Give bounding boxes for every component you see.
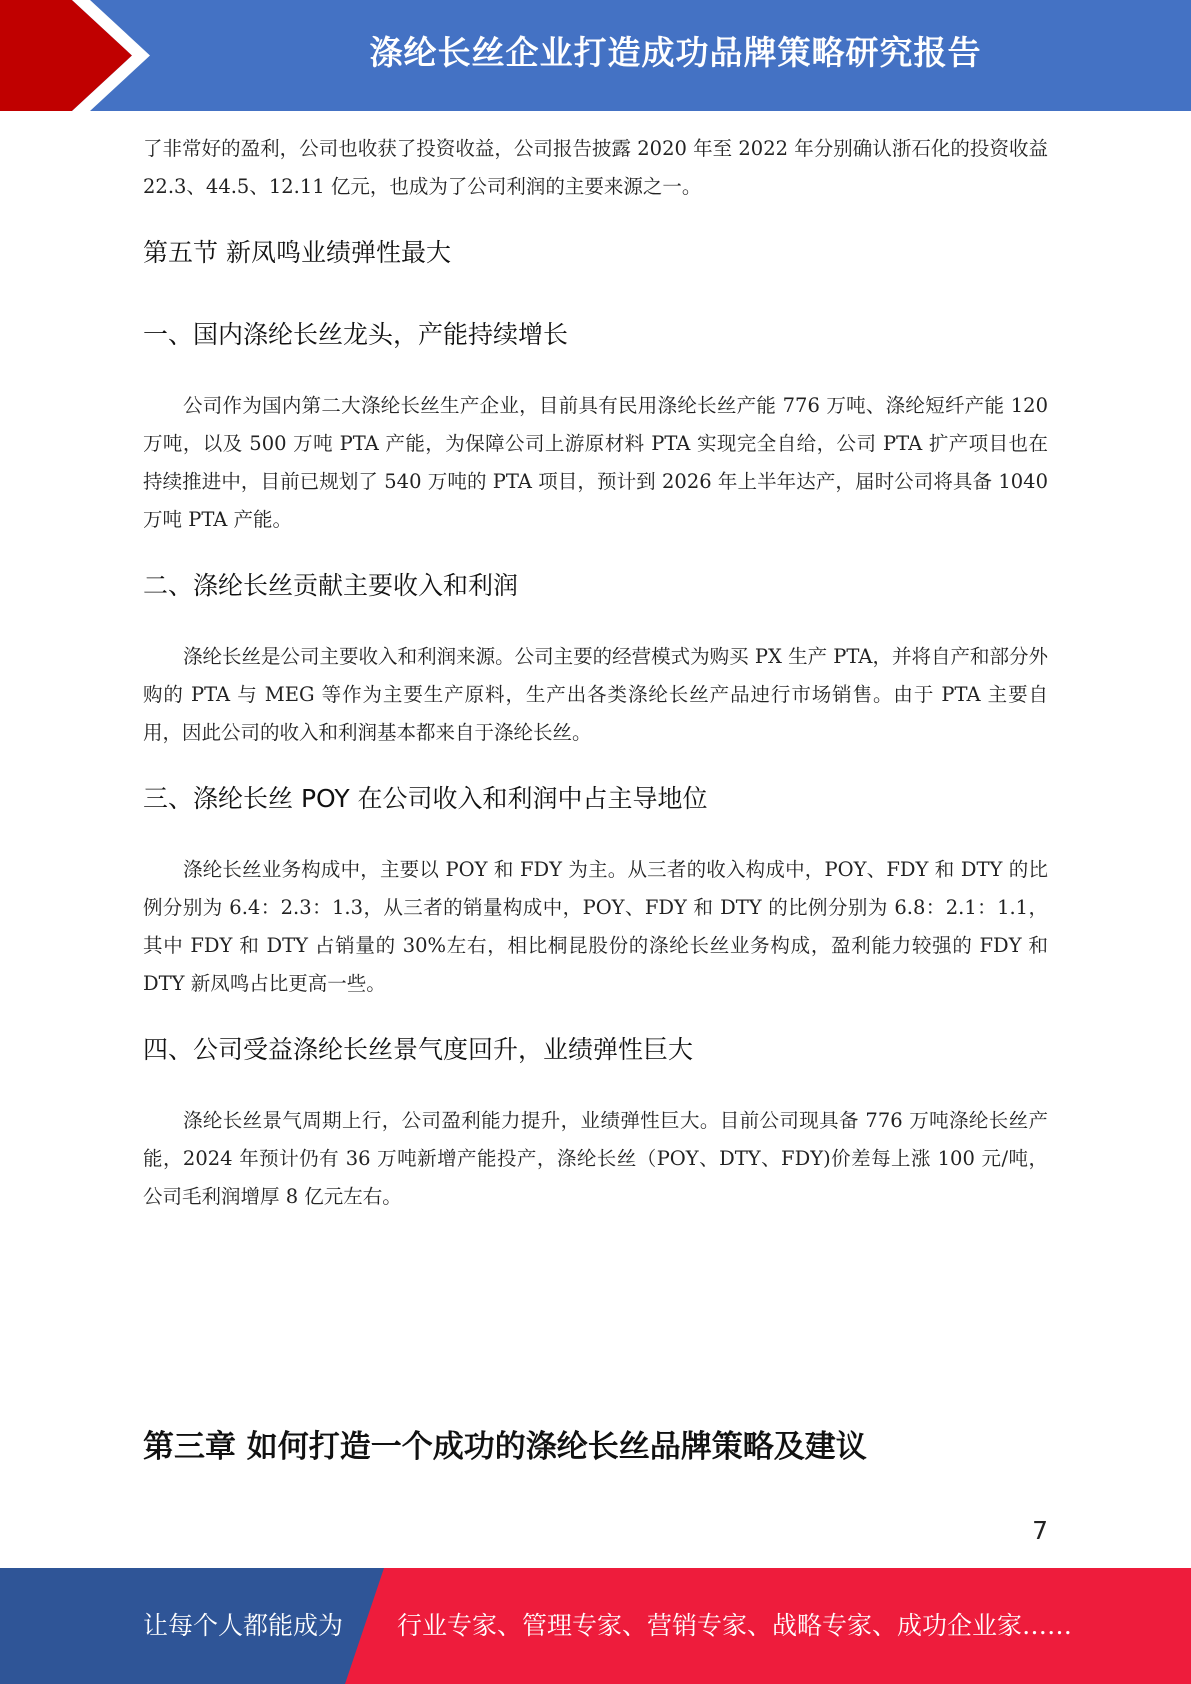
report-title: 涤纶长丝企业打造成功品牌策略研究报告: [369, 33, 982, 72]
subsection-heading-2: 二、涤纶长丝贡献主要收入和利润: [143, 571, 519, 600]
intro-paragraph: 了非常好的盈利，公司也收获了投资收益，公司报告披露 2020 年至 2022 年分别确认浙石化的投资收益 22.3、44.5、12.11 亿元，也成为了公司利润的主要来源之一。: [143, 137, 1048, 198]
subsection-body-1: 公司作为国内第二大涤纶长丝生产企业，目前具有民用涤纶长丝产能 776 万吨、涤纶短纤产能 120 万吨，以及 500 万吨 PTA 产能，为保障公司上游原材料 PTA 实现完全自给，公司 PTA 扩产项目也在持续推进中，目前已规划了 540 万吨的 PTA 项目，预计到 2026 年上半年达产，届时公司将具备 1040 万吨 PTA 产能。: [143, 394, 1048, 531]
subsection-heading-4: 四、公司受益涤纶长丝景气度回升，业绩弹性巨大: [143, 1035, 694, 1064]
subsection-heading-1: 一、国内涤纶长丝龙头，产能持续增长: [143, 320, 569, 349]
subsection-heading-3: 三、涤纶长丝 POY 在公司收入和利润中占主导地位: [143, 784, 708, 813]
footer-slogan-left: 让每个人都能成为: [143, 1611, 344, 1640]
chapter-heading: 第三章 如何打造一个成功的涤纶长丝品牌策略及建议: [143, 1429, 867, 1465]
page-number: 7: [1032, 1516, 1048, 1545]
page-header: [0, 0, 1191, 111]
subsection-body-2: 涤纶长丝是公司主要收入和利润来源。公司主要的经营模式为购买 PX 生产 PTA，并将自产和部分外购的 PTA 与 MEG 等作为主要生产原料，生产出各类涤纶长丝产品迚行市场销售。由于 PTA 主要自用，因此公司的收入和利润基本都来自于涤纶长丝。: [143, 645, 1048, 744]
footer-slogan-right: 行业专家、管理专家、营销专家、战略专家、成功企业家……: [397, 1611, 1073, 1640]
page-footer: [0, 1568, 1191, 1684]
header-arrow-decoration: [0, 0, 160, 111]
subsection-body-3: 涤纶长丝业务构成中，主要以 POY 和 FDY 为主。从三者的收入构成中，POY、FDY 和 DTY 的比例分别为 6.4：2.3：1.3，从三者的销量构成中，POY、FDY 和 DTY 的比例分别为 6.8：2.1：1.1，其中 FDY 和 DTY 占销量的 30%左右，相比桐昆股份的涤纶长丝业务构成，盈利能力较强的 FDY 和 DTY 新凤鸣占比更高一些。: [143, 858, 1048, 995]
section-heading: 第五节 新凤鸣业绩弹性最大: [143, 238, 451, 267]
page-content: [143, 130, 1048, 1216]
subsection-body-4: 涤纶长丝景气周期上行，公司盈利能力提升，业绩弹性巨大。目前公司现具备 776 万吨涤纶长丝产能，2024 年预计仍有 36 万吨新增产能投产，涤纶长丝（POY、DTY、FDY)价差每上涨 100 元/吨，公司毛利润增厚 8 亿元左右。: [143, 1109, 1048, 1208]
